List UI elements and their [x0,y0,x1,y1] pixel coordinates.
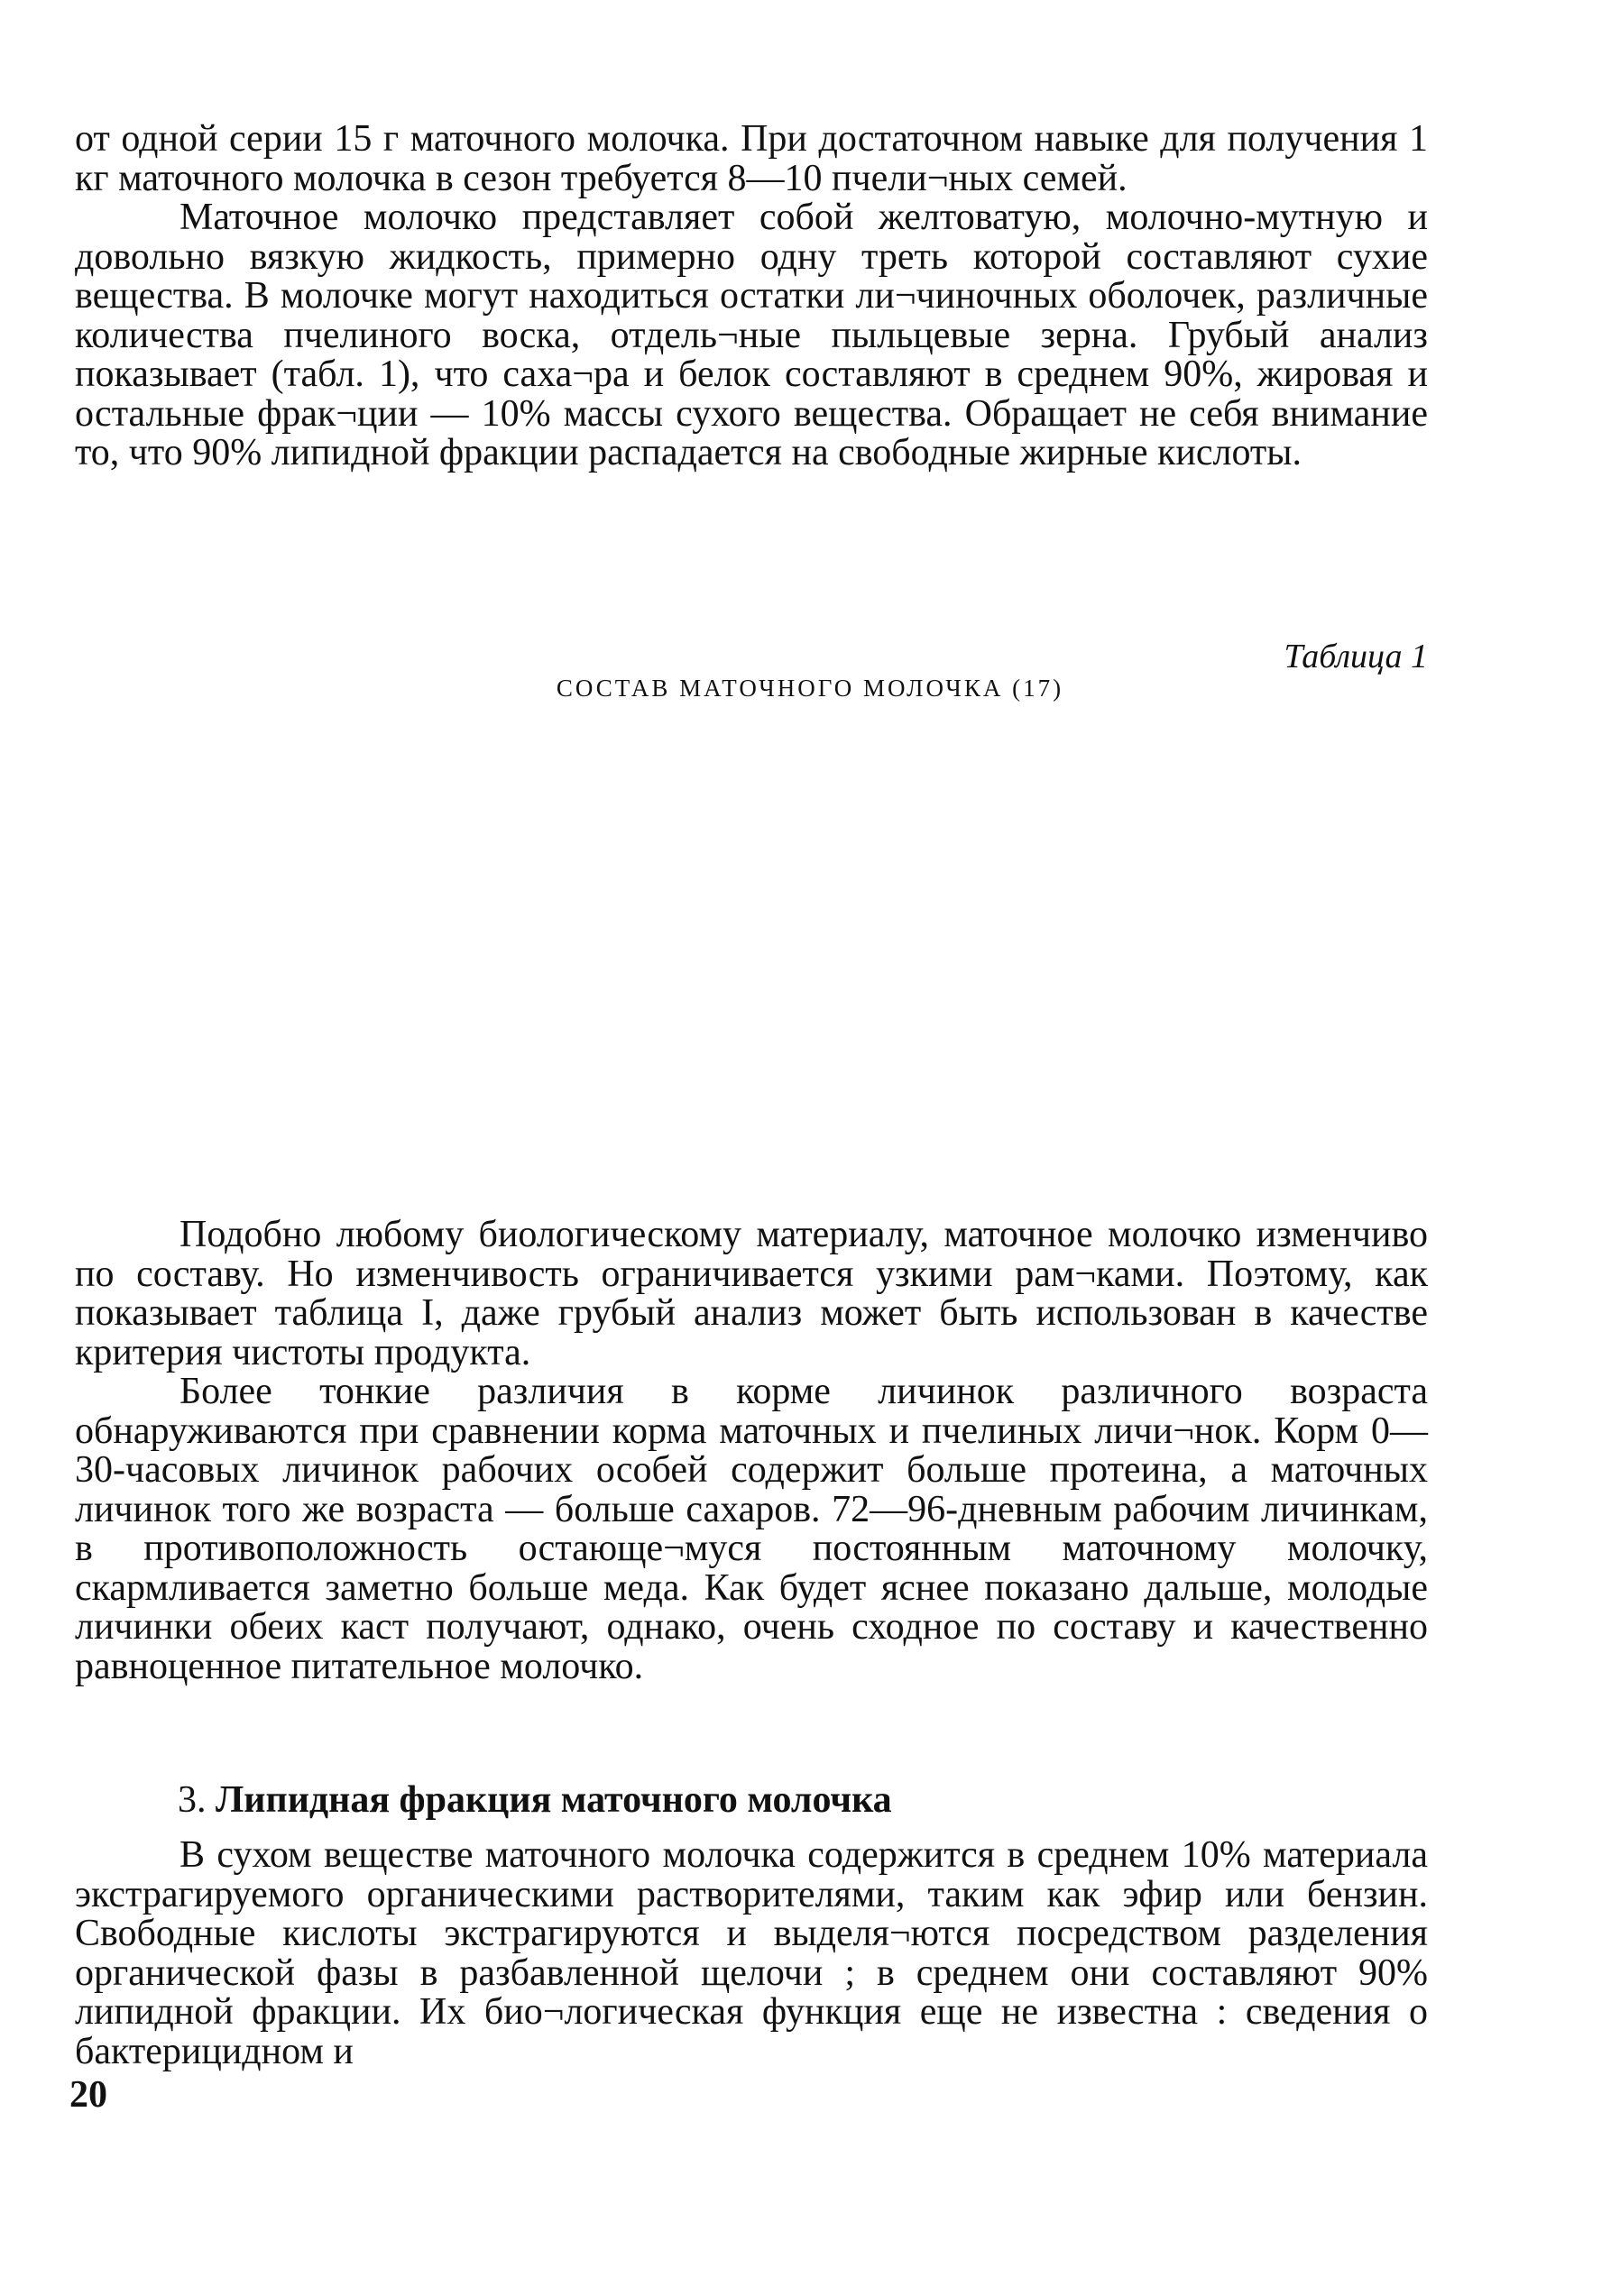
paragraph-larval-food: Более тонкие различия в корме личинок различного возраста обнаруживаются при сравнении корма маточных и пчелиных личи¬нок. Корм 0—30-часовых личинок рабочих особей содержит больше протеина, а маточных личинок того же возраста — больше сахаров. 72—96-дневным рабочим личинкам, в противоположность остающе¬муся постоянным маточному молочку, скармливается заметно больше меда. Как будет яснее показано дальше, молодые личинки обеих каст получают, однако, очень сходное по составу и качественно равноценное питательное молочко. [75,1371,1428,1687]
page-number: 20 [69,2074,107,2116]
paragraph-variability: Подобно любому биологическому материалу, маточное молочко изменчиво по составу. Но изменчивость ограничивается узкими рам¬ками. Поэтому, как показывает таблица I, даже грубый анализ может быть использован в качестве критерия чистоты продукта. [75,1214,1428,1373]
section-number: 3. [178,1779,207,1821]
middle-text-block [75,1216,1428,1686]
table-label: Таблица 1 [1284,638,1428,675]
section-title: Липидная фракция маточного молочка [216,1779,892,1821]
table-area [75,721,1428,1199]
paragraph-lipid-fraction: В сухом веществе маточного молочка содержится в среднем 10% материала экстрагируемого органическими растворителями, таким как эфир или бензин. Свободные кислоты экстрагируются и выделя¬ются посредством разделения органической фазы в разбавленной щелочи ; в среднем они составляют 90% липидной фракции. Их био¬логическая функция еще не известна : сведения о бактерицидном и [75,1834,1428,2072]
bottom-text-block [75,1836,1428,2071]
paragraph-continuation: от одной серии 15 г маточного молочка. При достаточном навыке для получения 1 кг маточного молочка в сезон требуется 8—10 пчели¬ных семей. [75,118,1428,199]
paragraph-royal-jelly-description: Маточное молочко представляет собой желтоватую, молочно-мутную и довольно вязкую жидкость, примерно одну треть которой составляют сухие вещества. В молочке могут находиться остатки ли¬чиночных оболочек, различные количества пчелиного воска, отдель¬ные пыльцевые зерна. Грубый анализ показывает (табл. 1), что саха¬ра и белок составляют в среднем 90%, жировая и остальные фрак¬ции — 10% массы сухого вещества. Обращает не себя внимание то, что 90% липидной фракции распадается на свободные жирные кислоты. [75,197,1428,473]
section-heading [178,1778,892,1822]
top-text-block [75,120,1428,473]
table-title: СОСТАВ МАТОЧНОГО МОЛОЧКА (17) [556,675,1064,702]
